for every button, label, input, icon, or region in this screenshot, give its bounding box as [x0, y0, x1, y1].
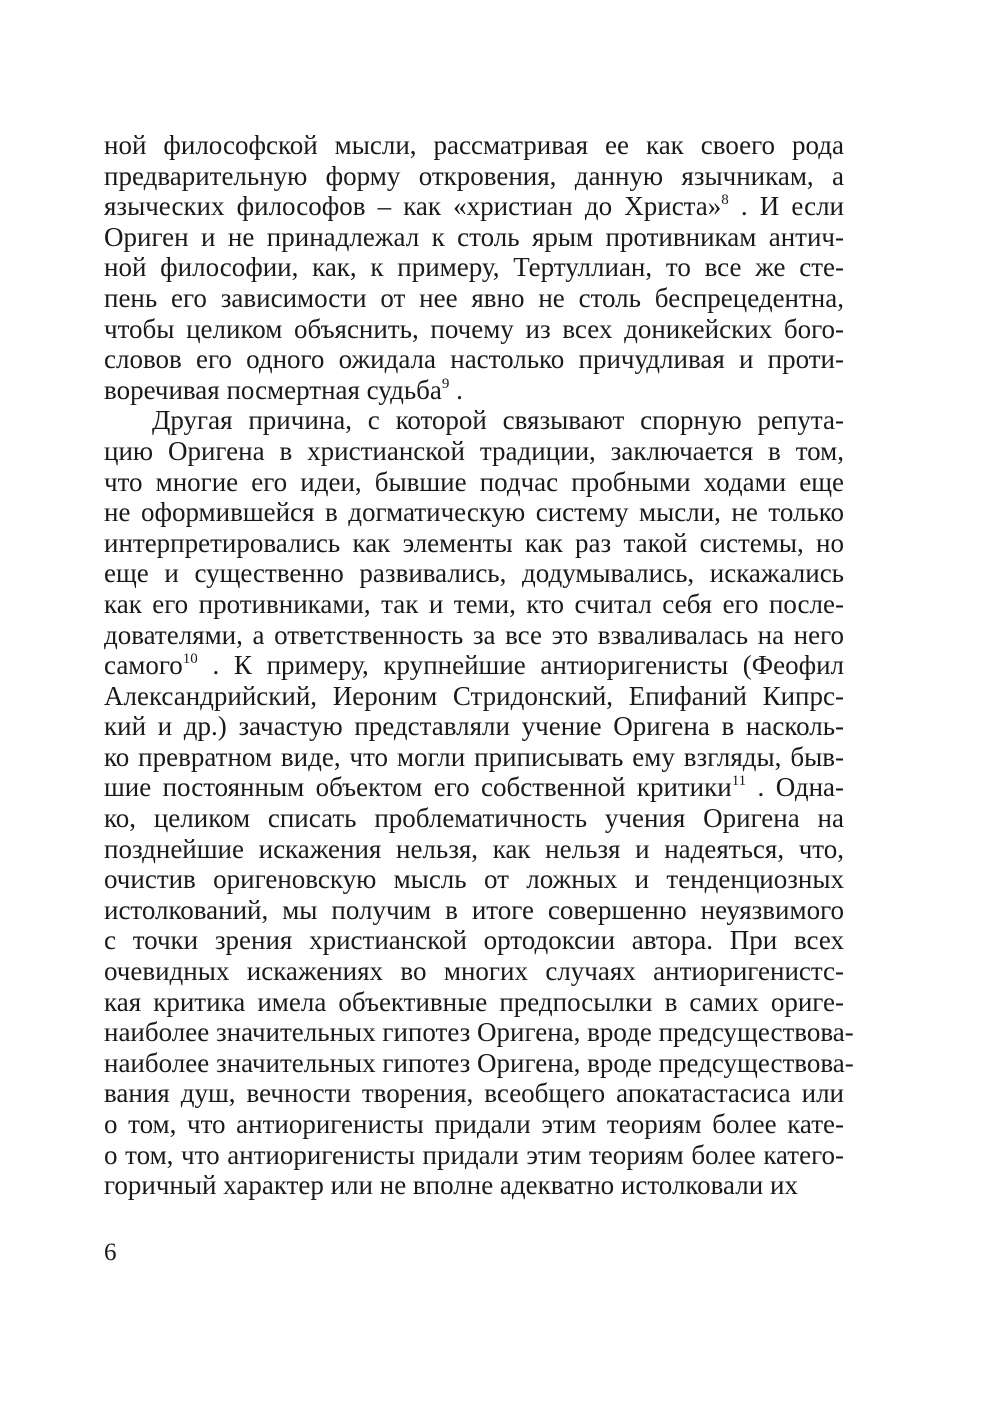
- line-text: с точки зрения христианской ортодоксии автора. При всех: [104, 925, 844, 956]
- line-text: цию Оригена в христианской традиции, заключается в том,: [104, 435, 844, 466]
- text-line: [104, 895, 844, 926]
- line-text: воречивая посмертная судьба: [104, 374, 442, 405]
- line-text: Другая причина, с которой связывают спорную репута-: [152, 405, 844, 436]
- line-text: Ориген и не принадлежал к столь ярым противникам антич-: [104, 221, 844, 252]
- line-text: не оформившейся в догматическую систему мысли, не только: [104, 497, 844, 528]
- text-line: [104, 620, 844, 651]
- footnote-reference: 11: [731, 773, 747, 790]
- footnote-reference: 10: [182, 651, 198, 668]
- text-line: [104, 467, 844, 498]
- text-line: [104, 1109, 844, 1140]
- line-text: Александрийский, Иероним Стридонский, Епифаний Кипрс-: [104, 680, 844, 711]
- text-line: [104, 1140, 844, 1171]
- line-text: вания душ, вечности творения, всеобщего апокатастасиса или: [104, 1078, 844, 1109]
- line-text: интерпретировались как элементы как раз такой системы, но: [104, 527, 844, 558]
- line-text: о том, что антиоригенисты придали этим теориям более кате-: [104, 1109, 844, 1139]
- line-text-continuation: . Одна-: [746, 772, 844, 803]
- text-line: [104, 344, 844, 375]
- text-line: [104, 1170, 844, 1201]
- line-text: пень его зависимости от нее явно не столь беспрецедентна,: [104, 282, 844, 313]
- line-text: чтобы целиком объяснить, почему из всех доникейских бого-: [104, 313, 844, 344]
- text-line: [104, 497, 844, 528]
- text-line: [104, 252, 844, 283]
- text-line: [104, 864, 844, 895]
- text-line: [104, 772, 844, 803]
- line-text-continuation: . К примеру, крупнейшие антиоригенисты (Феофил: [197, 650, 844, 681]
- line-text: кая критика имела объективные предпосылки в самих ориге-: [104, 986, 844, 1017]
- line-text: дователями, а ответственность за все это взваливалась на него: [104, 619, 844, 650]
- line-text: еще и существенно развивались, додумывались, искажались: [104, 558, 844, 589]
- text-line: [104, 405, 844, 436]
- text-line: [104, 711, 844, 742]
- line-text-continuation: .: [449, 374, 463, 405]
- text-line: [104, 742, 844, 773]
- line-text: предварительную форму откровения, данную язычникам, а: [104, 160, 844, 191]
- text-line: [104, 589, 844, 620]
- line-text: очистив оригеновскую мысль от ложных и тенденциозных: [104, 864, 844, 895]
- line-text: очевидных искажениях во многих случаях антиоригенистс-: [104, 956, 844, 987]
- line-text: ной философской мысли, рассматривая ее как своего рода: [104, 130, 844, 160]
- text-line: [104, 130, 844, 161]
- text-line: [104, 558, 844, 589]
- line-text: о том, что антиоригенисты придали этим теориям более катего-: [104, 1139, 844, 1170]
- text-line: [104, 1078, 844, 1109]
- footnote-reference: 9: [441, 375, 450, 392]
- line-text: ной философии, как, к примеру, Тертуллиан, то все же сте-: [104, 252, 844, 283]
- text-line: [104, 283, 844, 314]
- line-text: горичный характер или не вполне адекватно истолковали их: [104, 1170, 798, 1201]
- line-text: наиболее значительных гипотез Оригена, вроде предсуществова-: [104, 1017, 854, 1048]
- text-line: [104, 375, 844, 406]
- line-text: ко, целиком списать проблематичность учения Оригена на: [104, 803, 844, 834]
- text-line: [104, 925, 844, 956]
- line-text: самого: [104, 650, 183, 681]
- text-line: [104, 987, 844, 1018]
- line-text: как его противниками, так и теми, кто считал себя его после-: [104, 588, 844, 619]
- text-line: [104, 803, 844, 834]
- line-text: позднейшие искажения нельзя, как нельзя и надеяться, что,: [104, 833, 844, 864]
- text-line: [104, 436, 844, 467]
- text-line: [104, 528, 844, 559]
- line-text: языческих философов – как «христиан до Христа»: [104, 191, 722, 222]
- text-line: [104, 1047, 854, 1079]
- line-text: истолкований, мы получим в итоге совершенно неуязвимого: [104, 894, 844, 925]
- body-text: [104, 130, 854, 1201]
- text-line: [104, 222, 844, 253]
- page-number: 6: [104, 1239, 117, 1266]
- line-text: шие постоянным объектом его собственной критики: [104, 772, 732, 803]
- line-text: кий и др.) зачастую представляли учение Оригена в насколь-: [104, 711, 844, 742]
- text-line: [104, 956, 844, 987]
- line-text: словов его одного ожидала настолько причудливая и проти-: [104, 344, 844, 375]
- text-line: [104, 650, 844, 681]
- text-line: [104, 191, 844, 222]
- text-line: [104, 834, 844, 865]
- line-text: ко превратном виде, что могли приписывать ему взгляды, быв-: [104, 741, 844, 772]
- line-text: наиболее значительных гипотез Оригена, вроде предсуществова-: [104, 1047, 854, 1078]
- line-text-continuation: . И если: [728, 191, 844, 222]
- line-text: что многие его идеи, бывшие подчас пробными ходами еще: [104, 466, 844, 497]
- text-line: [104, 1017, 854, 1048]
- text-line: [104, 314, 844, 345]
- text-line: [104, 681, 844, 712]
- footnote-reference: 8: [721, 192, 729, 209]
- text-line: [104, 161, 844, 192]
